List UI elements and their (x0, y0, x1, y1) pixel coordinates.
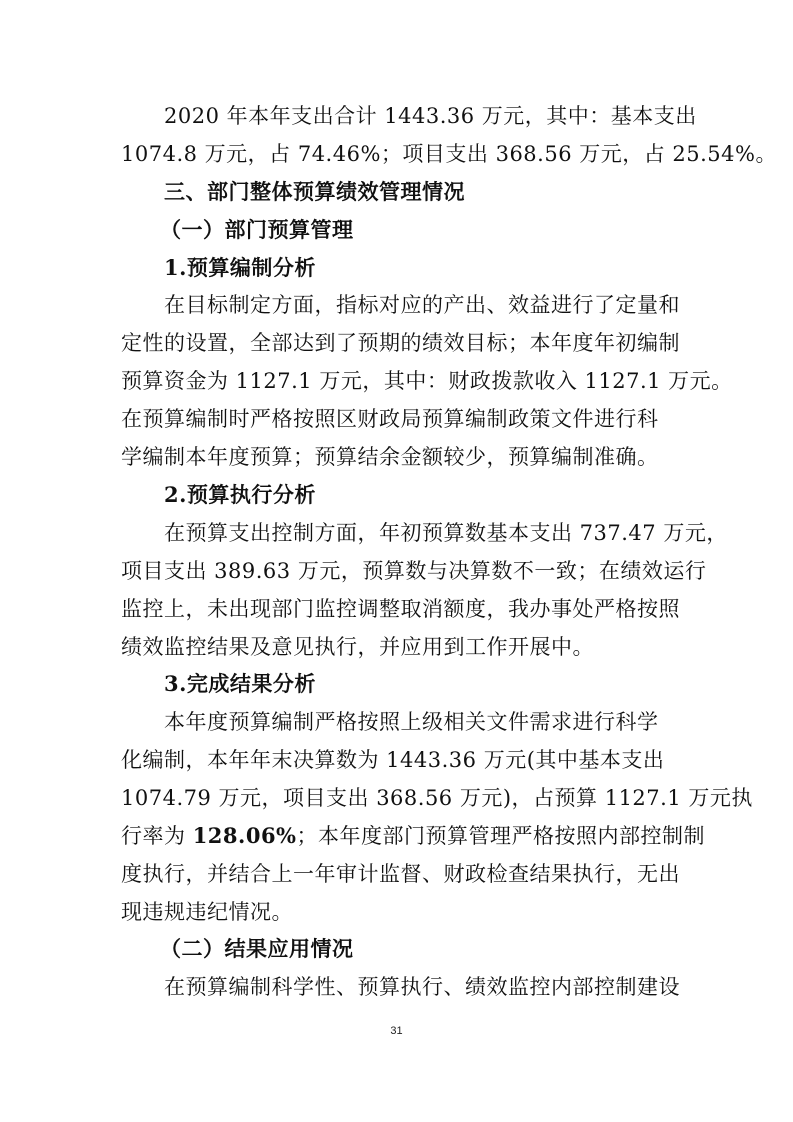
item-heading: 3.完成结果分析 (164, 671, 316, 696)
section-heading: 三、部门整体预算绩效管理情况 (164, 179, 465, 204)
item-heading: 2.预算执行分析 (164, 482, 316, 507)
body-text-line: 现违规违纪情况。 (121, 900, 293, 924)
page-number: 31 (390, 1025, 403, 1037)
body-text-line: 在目标制定方面，指标对应的产出、效益进行了定量和 (164, 293, 680, 317)
text-run: 行率为 (121, 824, 193, 848)
body-text-line: 度执行，并结合上一年审计监督、财政检查结果执行，无出 (121, 862, 680, 886)
subsection-heading: （一）部门预算管理 (160, 217, 354, 242)
body-text-line: 学编制本年度预算；预算结余金额较少，预算编制准确。 (121, 445, 659, 469)
body-text-line: 项目支出 389.63 万元，预算数与决算数不一致；在绩效运行 (121, 559, 707, 583)
body-text-line: 1074.8 万元，占 74.46%；项目支出 368.56 万元，占 25.54%。 (121, 142, 777, 166)
item-heading: 1.预算编制分析 (164, 255, 316, 280)
body-text-line: 绩效监控结果及意见执行，并应用到工作开展中。 (121, 635, 594, 659)
body-text-line: 监控上，未出现部门监控调整取消额度，我办事处严格按照 (121, 597, 680, 621)
body-text-line: 化编制，本年年末决算数为 1443.36 万元(其中基本支出 (121, 748, 665, 772)
body-text-line: 本年度预算编制严格按照上级相关文件需求进行科学 (164, 710, 659, 734)
text-run: ；本年度部门预算管理严格按照内部控制制 (296, 824, 706, 848)
body-text-line: 预算资金为 1127.1 万元，其中：财政拨款收入 1127.1 万元。 (121, 369, 733, 393)
body-text-line: 2020 年本年支出合计 1443.36 万元，其中：基本支出 (164, 104, 697, 128)
body-text-line: 在预算编制时严格按照区财政局预算编制政策文件进行科 (121, 407, 659, 431)
body-text-line: 定性的设置，全部达到了预期的绩效目标；本年度年初编制 (121, 331, 680, 355)
body-text-line-mixed (121, 821, 705, 851)
execution-rate-value: 128.06% (192, 823, 297, 848)
body-text-line: 在预算编制科学性、预算执行、绩效监控内部控制建设 (164, 975, 680, 999)
subsection-heading: （二）结果应用情况 (160, 936, 354, 961)
body-text-line: 1074.79 万元，项目支出 368.56 万元)，占预算 1127.1 万元执 (121, 786, 753, 810)
body-text-line: 在预算支出控制方面，年初预算数基本支出 737.47 万元， (164, 521, 728, 545)
